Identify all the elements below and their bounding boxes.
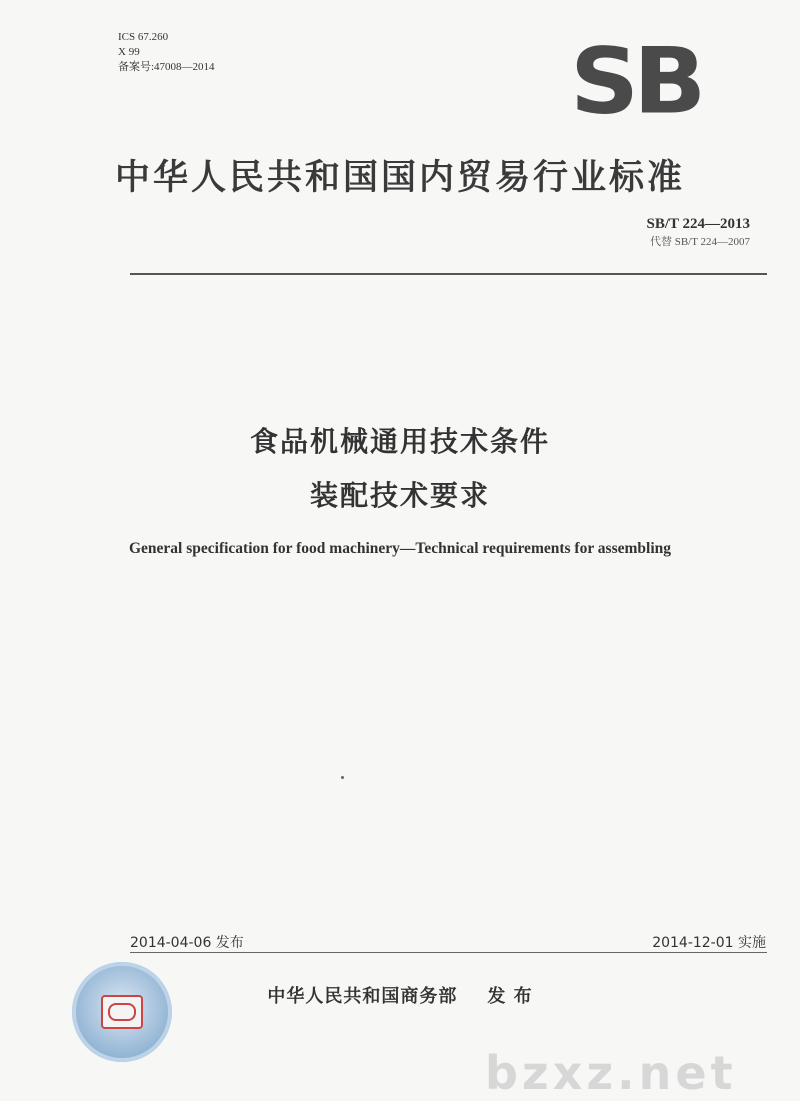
standard-code: SB/T 224—2013 — [646, 216, 750, 232]
replaces-code: 代替 SB/T 224—2007 — [649, 236, 750, 248]
publisher-seal-icon — [72, 962, 172, 1062]
top-divider — [130, 273, 767, 275]
document-title-en: General specification for food machinery—Technical requirements for assembling — [128, 540, 672, 557]
issuer-action: 发 布 — [487, 986, 533, 1007]
class-code: X 99 — [118, 46, 140, 58]
standard-code-block — [647, 216, 751, 249]
document-title-cn-line2: 装配技术要求 — [309, 479, 490, 512]
implementation-date: 2014-12-01 实施 — [652, 935, 766, 951]
sb-logo: SB — [570, 27, 701, 135]
site-watermark: bzxz.net — [485, 1046, 737, 1100]
issuer-line — [0, 982, 800, 1008]
classification-block — [118, 30, 215, 75]
issuer-name: 中华人民共和国商务部 — [267, 986, 458, 1007]
standard-category-title: 中华人民共和国国内贸易行业标准 — [114, 158, 685, 198]
document-title-cn-line1: 食品机械通用技术条件 — [249, 425, 550, 458]
issue-date: 2014-04-06 发布 — [130, 935, 244, 951]
scan-speck — [341, 776, 344, 779]
bottom-divider — [130, 952, 767, 953]
record-number: 备案号:47008—2014 — [118, 61, 215, 73]
ics-code: ICS 67.260 — [118, 31, 169, 43]
